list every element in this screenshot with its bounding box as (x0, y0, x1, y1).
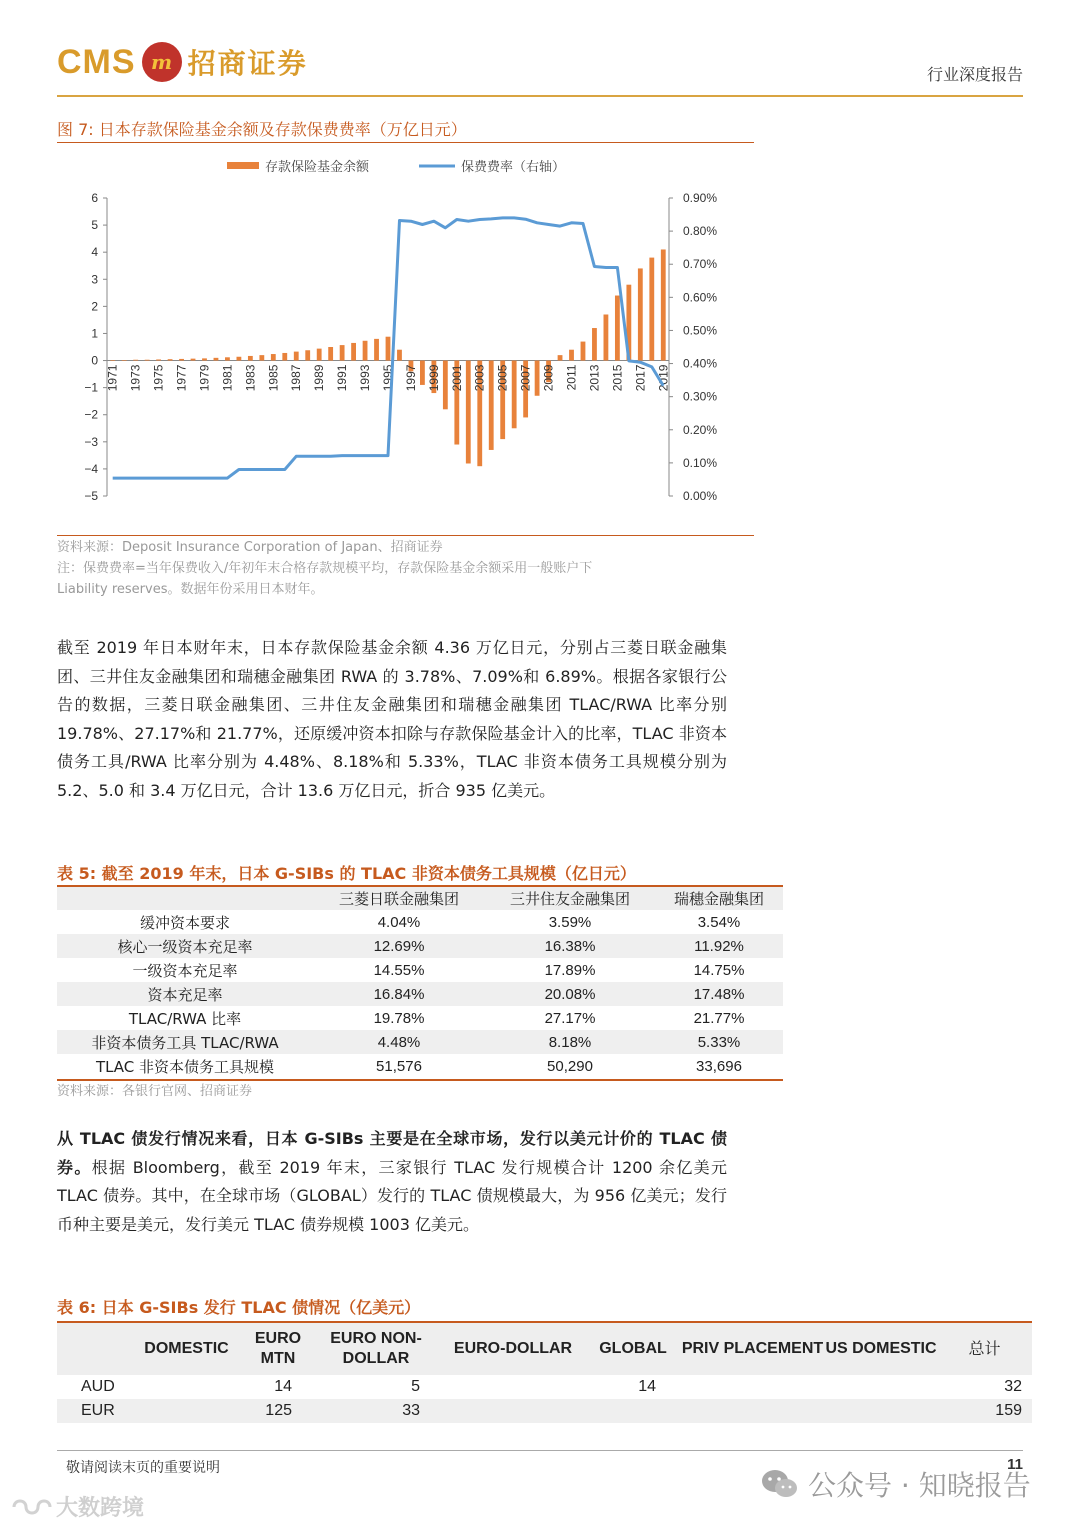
table6-header-cell (440, 1323, 586, 1375)
fund-balance-bar (236, 357, 241, 361)
fund-balance-bar (214, 358, 219, 361)
table6-header-cell (586, 1323, 680, 1375)
table6-cell (825, 1375, 937, 1399)
fund-balance-bar (328, 347, 333, 361)
fund-balance-bar (638, 268, 643, 360)
table5-header-row (57, 886, 783, 910)
table6-cell: 33 (312, 1399, 440, 1423)
x-axis-tick-label: 1991 (335, 364, 350, 392)
left-axis-tick-label: 4 (91, 245, 98, 260)
page-header (57, 40, 1023, 96)
x-axis-tick-label: 1995 (381, 364, 395, 392)
table5-cell: 14.75% (655, 958, 783, 982)
footer-disclaimer: 敬请阅读末页的重要说明 (66, 1460, 220, 1476)
x-axis-tick-label: 2005 (495, 364, 510, 392)
header-divider (57, 95, 1023, 97)
paragraph2-normal: 根据 Bloomberg，截至 2019 年末，三家银行 TLAC 发行规模合计 1200 余亿美元 TLAC 债券。其中，在全球市场（GLOBAL）发行的 TLAC 债规模最大，为 956 亿美元；发行币种主要是美元，发行美元 TLAC 债券规模 1003 亿美元。 (57, 1157, 727, 1234)
fund-balance-bar (305, 350, 310, 360)
table6-header-cell (129, 1323, 244, 1375)
fund-balance-bar (145, 360, 150, 361)
table6-cell: 14 (274, 1378, 292, 1395)
right-axis-tick-label: 0.90% (683, 191, 718, 205)
x-axis-tick-label: 2017 (633, 364, 648, 392)
right-axis-tick-label: 0.50% (683, 323, 718, 338)
table5-cell: 8.18% (485, 1030, 655, 1054)
table6-row-label: AUD (81, 1378, 115, 1395)
legend-bar-label: 存款保险基金余额 (265, 160, 370, 175)
table6-cell (680, 1375, 825, 1399)
fund-balance-bar (248, 356, 253, 361)
logo-cms-text: CMS (57, 42, 136, 81)
table5-cell: 3.59% (485, 910, 655, 934)
table5-header-cell: 三菱日联金融集团 (313, 886, 485, 910)
table5-cell: 16.84% (313, 982, 485, 1006)
left-axis-tick-label: 6 (91, 191, 98, 205)
figure-note-line2: Liability reserves。数据年份采用日本财年。 (57, 582, 324, 597)
table5 (57, 885, 783, 1078)
figure-source: 资料来源：Deposit Insurance Corporation of Japan、招商证券 (57, 540, 443, 555)
fund-balance-bar (271, 354, 276, 361)
fund-balance-bar (535, 361, 540, 396)
table6-cell (129, 1399, 244, 1423)
table5-title: 表 5: 截至 2019 年末，日本 G-SIBs 的 TLAC 非资本债务工具规模（亿日元） (57, 864, 636, 883)
table6-header-cell (937, 1323, 1032, 1375)
fund-balance-bar (110, 360, 115, 361)
fund-balance-bar (512, 361, 517, 429)
x-axis-tick-label: 1987 (289, 364, 304, 392)
table6-cell (586, 1399, 680, 1423)
fund-balance-bar (604, 314, 609, 360)
watermark-left-text: 大数跨境 (56, 1496, 145, 1521)
right-axis-tick-label: 0.10% (683, 455, 718, 470)
document-type: 行业深度报告 (926, 65, 1023, 84)
fund-balance-bar (443, 361, 448, 410)
table5-cell: 5.33% (655, 1030, 783, 1054)
table5-row-label: 缓冲资本要求 (57, 910, 313, 934)
right-axis-tick-label: 0.60% (683, 290, 718, 305)
watermark-right-text: 公众号 · 知晓报告 (808, 1469, 1031, 1502)
company-logo (57, 42, 308, 82)
table6-cell: 14 (638, 1378, 656, 1395)
table5-row-label: 核心一级资本充足率 (57, 934, 313, 958)
x-axis-tick-label: 1985 (266, 364, 281, 392)
watermark-logo-icon (8, 1495, 52, 1519)
fund-balance-bar (351, 343, 356, 361)
x-axis-tick-label: 1971 (105, 364, 120, 392)
wechat-icon (760, 1468, 800, 1500)
fund-balance-bar (317, 349, 322, 361)
x-axis-tick-label: 2009 (541, 364, 556, 392)
left-axis-tick-label: 0 (91, 353, 98, 368)
x-axis-tick-label: 1997 (403, 364, 418, 392)
table5-header-cell (57, 886, 313, 910)
table6-header-label: GLOBAL (599, 1340, 667, 1357)
right-axis-tick-label: 0.70% (683, 257, 718, 272)
table-row (57, 958, 783, 982)
left-axis-tick-label: −2 (84, 407, 98, 422)
body-paragraph-2 (57, 1125, 727, 1239)
logo-badge-icon: m (142, 42, 182, 82)
table6-cell (129, 1375, 244, 1399)
left-axis-tick-label: 3 (91, 272, 98, 287)
chart-x-ticks (106, 364, 671, 391)
table5-source: 资料来源：各银行官网、招商证券 (57, 1084, 253, 1099)
table6-header-cell (680, 1323, 825, 1375)
table6-cell: 5 (411, 1378, 420, 1395)
table6-row-label: EUR (57, 1399, 129, 1423)
table5-cell: 4.04% (313, 910, 485, 934)
table6-header-label: US DOMESTIC (825, 1340, 937, 1357)
x-axis-tick-label: 1993 (358, 364, 373, 392)
table5-cell: 33,696 (655, 1054, 783, 1078)
right-axis-tick-label: 0.80% (683, 224, 718, 239)
x-axis-tick-label: 2019 (656, 364, 671, 392)
fund-balance-bar (259, 355, 264, 360)
table6-cell (825, 1399, 937, 1423)
table6-cell: 32 (1004, 1378, 1022, 1395)
x-axis-tick-label: 2011 (564, 364, 579, 391)
table5-cell: 11.92% (655, 934, 783, 958)
table-row (57, 1030, 783, 1054)
table5-cell: 17.48% (655, 982, 783, 1006)
fund-balance-bar (558, 355, 563, 360)
table6 (57, 1323, 1032, 1423)
table5-row-label: TLAC 非资本债务工具规模 (57, 1054, 313, 1078)
table6-cell (440, 1375, 586, 1399)
table5-cell: 27.17% (485, 1006, 655, 1030)
table-row (57, 1054, 783, 1078)
fund-balance-bar (397, 350, 402, 361)
fund-balance-bar (133, 360, 138, 361)
table5-row-label: 资本充足率 (57, 982, 313, 1006)
left-axis-tick-label: −1 (84, 380, 98, 395)
left-axis-tick-label: 1 (91, 326, 98, 341)
body-paragraph-1: 截至 2019 年日本财年末，日本存款保险基金余额 4.36 万亿日元，分别占三菱日联金融集团、三井住友金融集团和瑞穗金融集团 RWA 的 3.78%、7.09%和 6.89%。根据各家银行公告的数据，三菱日联金融集团、三井住友金融集团和瑞穗金融集团 TLAC/RWA 比率分别 19.78%、27.17%和 21.77%，还原缓冲资本扣除与存款保险基金计入的比率，TLAC 非资本债务工具/RWA 比率分别为 4.48%、8.18%和 5.33%，TLAC 非资本债务工具规模分别为 5.2、5.0 和 3.4 万亿日元，合计 13.6 万亿日元，折合 935 亿美元。 (57, 638, 727, 800)
fund-balance-bar (340, 345, 345, 360)
table6-header-row (57, 1323, 1032, 1375)
table5-cell: 19.78% (313, 1006, 485, 1030)
watermark-right (760, 1464, 1031, 1504)
logo-cn-text: 招商证券 (187, 47, 308, 80)
table5-cell: 16.38% (485, 934, 655, 958)
x-axis-tick-label: 2015 (610, 364, 625, 392)
legend-bar-swatch (227, 162, 259, 169)
table6-cell (680, 1399, 825, 1423)
table5-row-label: TLAC/RWA 比率 (57, 1006, 313, 1030)
left-axis-tick-label: 2 (91, 299, 98, 314)
fund-balance-bar (466, 361, 471, 464)
table-row (57, 1006, 783, 1030)
table6-title: 表 6: 日本 G-SIBs 发行 TLAC 债情况（亿美元） (57, 1298, 421, 1317)
table5-row-label: 非资本债务工具 TLAC/RWA (57, 1030, 313, 1054)
x-axis-tick-label: 1989 (312, 364, 327, 392)
x-axis-tick-label: 2001 (449, 364, 464, 392)
table-row (57, 1399, 1032, 1423)
table6-header-label: EURO-DOLLAR (453, 1340, 573, 1357)
x-axis-tick-label: 1977 (174, 364, 189, 392)
table6-header-label: DOMESTIC (144, 1340, 229, 1357)
figure-note-line1: 注：保费费率=当年保费收入/年初年末合格存款规模平均，存款保险基金余额采用一般账户下 (57, 561, 593, 576)
x-axis-tick-label: 1983 (243, 364, 258, 392)
table5-cell: 50,290 (485, 1054, 655, 1078)
table5-cell: 17.89% (485, 958, 655, 982)
table5-cell: 4.48% (313, 1030, 485, 1054)
fund-balance-bar (122, 360, 127, 361)
x-axis-tick-label: 2007 (518, 364, 533, 392)
fund-balance-bar (191, 359, 196, 361)
table5-cell: 12.69% (313, 934, 485, 958)
page-number: 11 (1007, 1456, 1023, 1473)
x-axis-tick-label: 1973 (128, 364, 143, 392)
fund-balance-bar (374, 339, 379, 361)
table5-cell: 3.54% (655, 910, 783, 934)
table6-header-label: PRIV PLACEMENT (681, 1340, 824, 1357)
table5-cell: 21.77% (655, 1006, 783, 1030)
table6-header-label: EURO MTN (254, 1330, 302, 1367)
table6-cell: 159 (937, 1399, 1032, 1423)
fund-balance-bar (282, 353, 287, 361)
fund-balance-bar (569, 350, 574, 361)
fund-balance-bar (581, 342, 586, 361)
table-row (57, 1375, 1032, 1399)
table6-header-label: EURO NON-DOLLAR (330, 1330, 422, 1367)
table-row (57, 982, 783, 1006)
table5-row-label: 一级资本充足率 (57, 958, 313, 982)
table-row (57, 910, 783, 934)
figure-title: 图 7: 日本存款保险基金余额及存款保费费率（万亿日元） (57, 120, 467, 139)
right-axis-tick-label: 0.20% (683, 422, 718, 437)
table5-cell: 51,576 (313, 1054, 485, 1078)
table6-cell (440, 1399, 586, 1423)
fund-balance-bar (202, 358, 207, 360)
x-axis-tick-label: 1981 (220, 364, 235, 392)
fund-balance-bar (225, 357, 230, 360)
table6-header-cell (825, 1323, 937, 1375)
left-axis-tick-label: −5 (84, 489, 98, 503)
right-axis-tick-label: 0.00% (683, 489, 718, 503)
x-axis-tick-label: 1979 (197, 364, 212, 392)
fund-balance-bar (363, 341, 368, 361)
fund-balance-bar (420, 361, 425, 385)
table6-header-cell (244, 1323, 312, 1375)
right-axis-tick-label: 0.40% (683, 356, 718, 371)
table-row (57, 934, 783, 958)
paragraph2-bold: 从 TLAC 债发行情况来看，日本 G-SIBs 主要是在全球市场，发行以美元计价的 TLAC 债券。 (57, 1129, 727, 1177)
chart-legend (227, 159, 565, 175)
fund-balance-bar (168, 359, 173, 360)
table6-cell: 125 (244, 1399, 312, 1423)
figure-title-divider (57, 142, 754, 143)
left-axis-tick-label: 5 (91, 218, 98, 233)
fund-balance-bar (294, 352, 299, 361)
watermark-left (8, 1491, 144, 1522)
fund-balance-bar (386, 337, 391, 361)
right-axis-tick-label: 0.30% (683, 389, 718, 404)
fund-balance-bar (615, 296, 620, 361)
table6-header-label: 总计 (968, 1339, 1001, 1358)
fund-balance-bar (661, 249, 666, 360)
chart-axes (84, 191, 717, 503)
source-divider (57, 535, 754, 536)
table5-cell: 20.08% (485, 982, 655, 1006)
left-axis-tick-label: −4 (84, 461, 98, 476)
table5-header-cell: 三井住友金融集团 (485, 886, 655, 910)
table6-header-blank (57, 1323, 129, 1375)
fund-balance-bar (179, 359, 184, 361)
x-axis-tick-label: 1999 (426, 364, 441, 392)
table5-cell: 14.55% (313, 958, 485, 982)
legend-line-label: 保费费率（右轴） (461, 160, 566, 175)
table5-header-cell: 瑞穗金融集团 (655, 886, 783, 910)
fund-balance-bar (489, 361, 494, 450)
deposit-insurance-chart (57, 148, 754, 533)
x-axis-tick-label: 1975 (151, 364, 166, 392)
fund-balance-bar (592, 328, 597, 361)
footer-divider (57, 1450, 1023, 1451)
fund-balance-bar (649, 258, 654, 361)
left-axis-tick-label: −3 (84, 434, 98, 449)
x-axis-tick-label: 2003 (472, 364, 487, 392)
table6-header-cell (312, 1323, 440, 1375)
x-axis-tick-label: 2013 (587, 364, 602, 392)
fund-balance-bar (156, 359, 161, 360)
